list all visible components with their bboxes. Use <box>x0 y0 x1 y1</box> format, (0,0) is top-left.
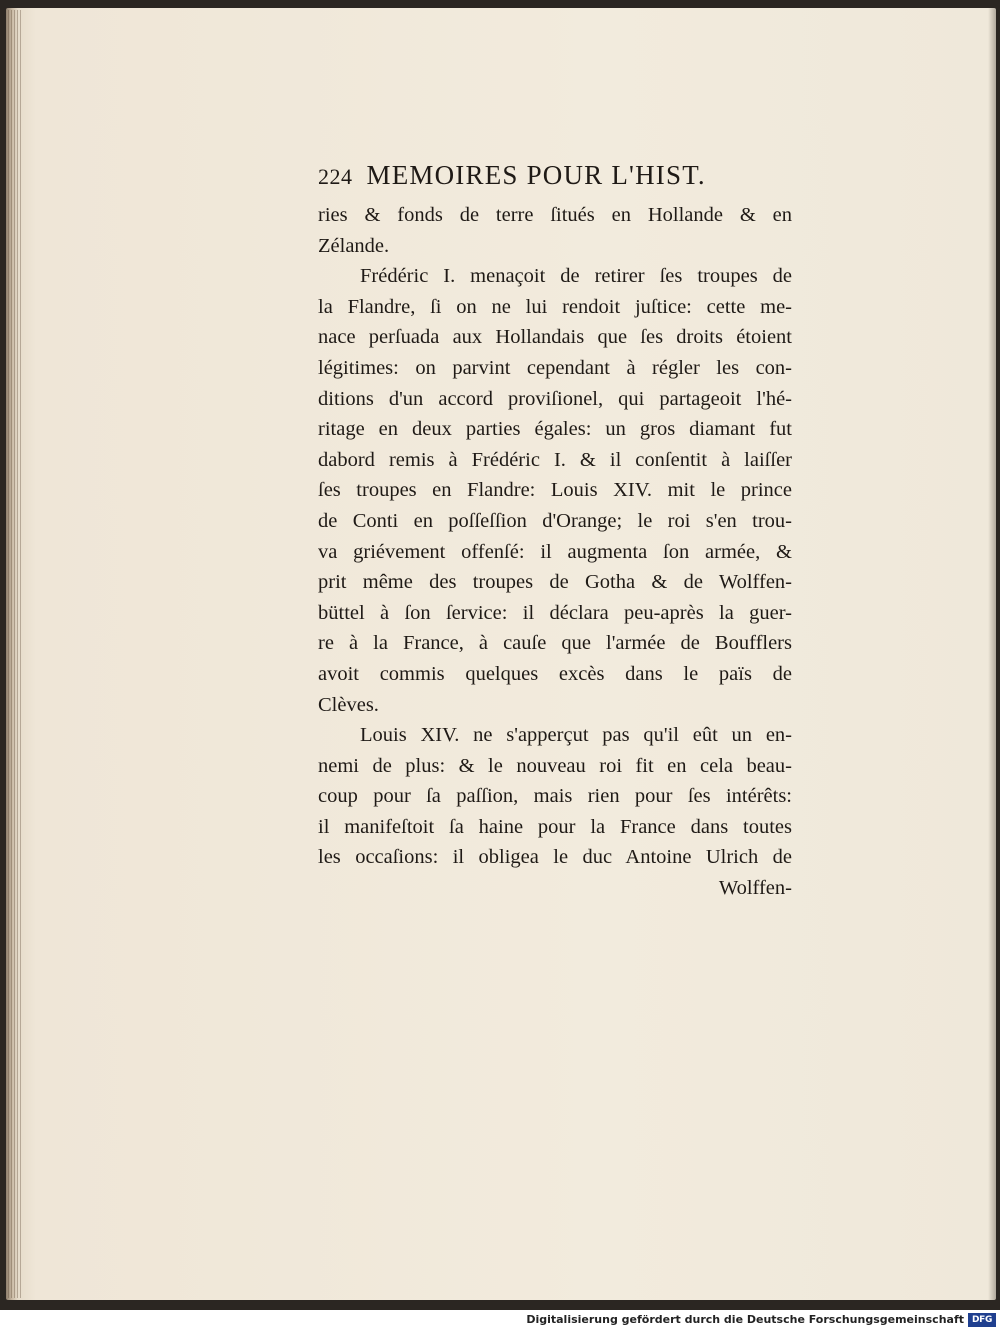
text-line: légitimes: on parvint cependant à régler les con- <box>318 356 792 379</box>
digitization-credit: Digitalisierung gefördert durch die Deutsche Forschungsgemeinschaft <box>526 1313 964 1326</box>
text-line: il manifeſtoit ſa haine pour la France dans toutes <box>318 815 792 838</box>
text-line: avoit commis quelques excès dans le païs de <box>318 662 792 685</box>
body-text <box>318 200 792 873</box>
text-line: büttel à ſon ſervice: il déclara peu-après la guer- <box>318 601 792 624</box>
page-text-block <box>318 160 792 904</box>
text-line: de Conti en poſſeſſion d'Orange; le roi s'en trou- <box>318 509 792 532</box>
text-line: ſes troupes en Flandre: Louis XIV. mit le prince <box>318 479 792 502</box>
text-line: ritage en deux parties égales: un gros diamant fut <box>318 418 792 441</box>
text-line: nemi de plus: & le nouveau roi fit en cela beau- <box>318 754 792 777</box>
text-line: dabord remis à Frédéric I. & il conſentit à laiſſer <box>318 448 792 471</box>
text-line: ries & fonds de terre ſitués en Hollande & en <box>318 204 792 226</box>
catchword: Wolffen- <box>718 877 792 900</box>
page-right-shadow <box>988 8 996 1300</box>
text-line: Clèves. <box>318 693 379 716</box>
dfg-logo: DFG <box>968 1313 996 1327</box>
text-line: Frédéric I. menaçoit de retirer ſes troupes de <box>360 265 792 288</box>
text-line: ditions d'un accord proviſionel, qui partageoit l'hé- <box>318 387 792 410</box>
text-line: Zélande. <box>318 234 390 257</box>
text-line: va griévement offenſé: il augmenta ſon armée, & <box>318 540 792 563</box>
text-line: re à la France, à cauſe que l'armée de Boufflers <box>318 632 792 655</box>
running-head-title: MEMOIRES POUR L'HIST. <box>366 160 706 190</box>
text-line: les occaſions: il obligea le duc Antoine Ulrich de <box>318 846 792 869</box>
text-line: coup pour ſa paſſion, mais rien pour ſes intérêts: <box>318 785 792 808</box>
text-line: nace perſuada aux Hollandais que ſes droits étoient <box>318 326 792 349</box>
page-edges-stack <box>8 10 22 1298</box>
text-line: la Flandre, ſi on ne lui rendoit juſtice: cette me- <box>318 295 792 318</box>
text-line: Louis XIV. ne s'apperçut pas qu'il eût un en- <box>360 724 792 747</box>
page-number: 224 <box>318 164 353 189</box>
text-line: prit même des troupes de Gotha & de Wolffen- <box>318 571 792 594</box>
running-head <box>318 160 792 200</box>
